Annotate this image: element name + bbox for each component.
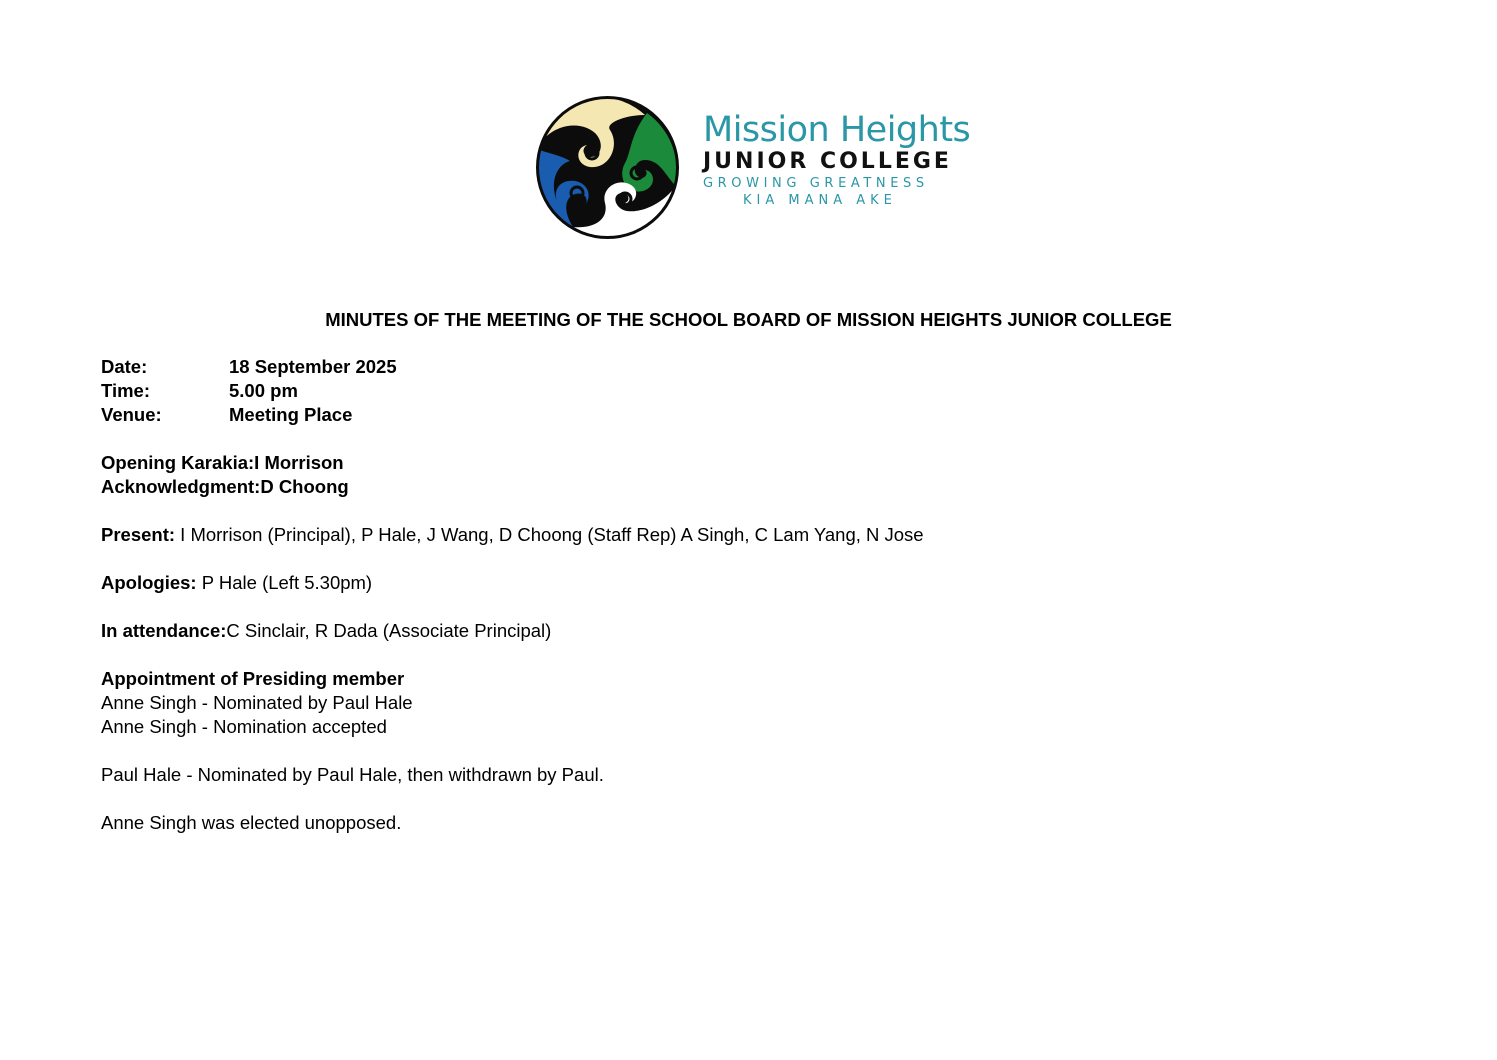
school-logo <box>535 95 971 240</box>
time-row <box>101 379 1401 403</box>
venue-row <box>101 403 1401 427</box>
attendance-label: In attendance: <box>101 620 227 641</box>
apologies-text: P Hale (Left 5.30pm) <box>196 572 373 593</box>
presiding-line-4: Anne Singh was elected unopposed. <box>101 812 402 833</box>
logo-tagline-maori: KIA MANA AKE <box>743 193 897 208</box>
logo-tagline: GROWING GREATNESS <box>703 176 929 191</box>
logo-subtitle: JUNIOR COLLEGE <box>703 149 952 174</box>
time-label: Time: <box>101 380 151 401</box>
present-label: Present: <box>101 524 176 545</box>
attendance-row <box>101 619 1401 643</box>
apologies-label: Apologies: <box>101 572 197 593</box>
document-title: MINUTES OF THE MEETING OF THE SCHOOL BOARD OF MISSION HEIGHTS JUNIOR COLLEGE <box>325 309 1172 330</box>
presiding-line-2: Anne Singh - Nomination accepted <box>101 716 387 737</box>
opening-karakia: Opening Karakia:I Morrison <box>101 452 344 473</box>
acknowledgment: Acknowledgment:D Choong <box>101 476 349 497</box>
koru-emblem-icon <box>535 95 680 240</box>
presiding-heading: Appointment of Presiding member <box>101 668 405 689</box>
presiding-line-1: Anne Singh - Nominated by Paul Hale <box>101 692 413 713</box>
present-row <box>101 523 1401 547</box>
attendance-text: C Sinclair, R Dada (Associate Principal) <box>226 620 552 641</box>
present-text: I Morrison (Principal), P Hale, J Wang, D Choong (Staff Rep) A Singh, C Lam Yang, N Jose <box>175 524 924 545</box>
date-row <box>101 355 1401 379</box>
presiding-line-3: Paul Hale - Nominated by Paul Hale, then withdrawn by Paul. <box>101 764 604 785</box>
venue-value: Meeting Place <box>229 404 353 425</box>
time-value: 5.00 pm <box>229 380 298 401</box>
date-label: Date: <box>101 356 148 377</box>
logo-wordmark <box>703 110 971 209</box>
venue-label: Venue: <box>101 404 162 425</box>
minutes-body <box>101 355 1401 835</box>
date-value: 18 September 2025 <box>229 356 397 377</box>
apologies-row <box>101 571 1401 595</box>
logo-name: Mission Heights <box>703 110 971 150</box>
